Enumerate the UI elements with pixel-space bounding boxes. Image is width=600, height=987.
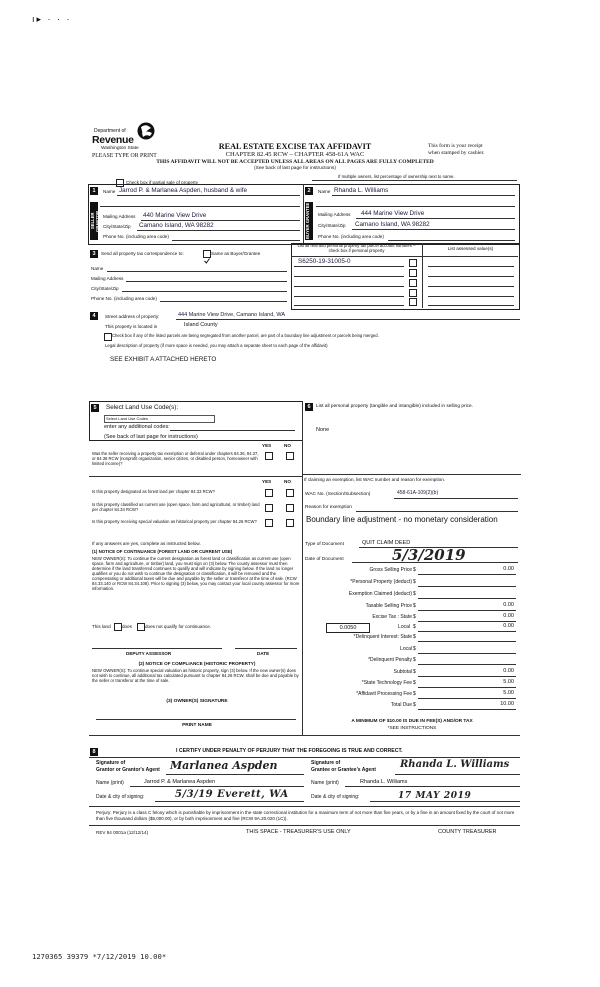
seller-mailing[interactable]: 440 Marine View Drive xyxy=(143,212,207,219)
please-type: PLEASE TYPE OR PRINT xyxy=(92,153,157,159)
buyer-name[interactable]: Rhanda L. Williams xyxy=(334,187,389,194)
excise-state-value[interactable]: 0.00 xyxy=(503,613,514,619)
receipt-note-2: when stamped by cashier. xyxy=(428,150,485,156)
section-6-marker: 6 xyxy=(305,403,313,411)
corr-name-label: Name xyxy=(91,266,104,271)
parcel-3-checkbox[interactable] xyxy=(409,279,417,287)
corr-city-label: City/State/Zip xyxy=(91,286,119,291)
seller-city[interactable]: Camano Island, WA 98282 xyxy=(139,222,214,229)
exemption-claimed-dollar: $ xyxy=(413,591,416,597)
land-use-see-back: (See back of last page for instructions) xyxy=(104,434,198,440)
subtotal-value[interactable]: 0.00 xyxy=(503,668,514,674)
minimum-due-note: A MINIMUM OF $10.00 IS DUE IN FEE(S) AND/OR TAX xyxy=(351,719,473,724)
yes-header-1: YES xyxy=(262,443,272,448)
land-does-checkbox[interactable] xyxy=(114,623,122,631)
seller-name[interactable]: Jarrod P. & Marlanea Aspden, husband & wife xyxy=(119,187,248,194)
doc-date-value[interactable]: 5/3/2019 xyxy=(392,546,466,564)
wac-value[interactable]: 458-61A-109(2)(b) xyxy=(397,490,439,496)
owner-signature-label: (3) OWNER(S) SIGNATURE xyxy=(166,699,228,704)
delinquent-penalty-label: *Delinquent Penalty xyxy=(368,657,412,663)
local-rate[interactable]: 0.0050 xyxy=(326,623,370,633)
doc-date-label: Date of Document xyxy=(305,557,344,562)
local-value[interactable]: 0.00 xyxy=(503,623,514,629)
buyer-phone-label: Phone No. (including area code) xyxy=(318,234,384,239)
q-exemption: Was the seller receiving a property tax exemption or deferral under chapters 84.36, 84.37, or 84.38 RCW (nonprofit organization, senior citizen, or disabled person, homeowner with limited income)? xyxy=(92,451,259,466)
delinquent-interest-label: *Delinquent Interest: State xyxy=(353,634,412,640)
notice-compliance-title: (2) NOTICE OF COMPLIANCE (HISTORIC PROPERTY) xyxy=(138,661,256,666)
seller-grantor-label: SELLER GRANTOR xyxy=(90,202,98,240)
receipt-note-1: This form is your receipt xyxy=(428,143,483,149)
parcel-2-checkbox[interactable] xyxy=(409,269,417,277)
land-use-dropdown[interactable]: Select Land Use Codes xyxy=(104,415,215,423)
excise-state-dollar: $ xyxy=(413,614,416,620)
dept-revenue: Revenue xyxy=(92,134,134,146)
seller-city-label: City/State/Zip xyxy=(103,224,131,229)
grantor-sig-label-2: Grantor or Grantor's Agent xyxy=(96,767,160,773)
segregated-label: Check box if any of the listed parcels are being segregated from another parcel, are part of a boundary line adjustment or parcels being merged. xyxy=(112,333,379,338)
land-use-title: Select Land Use Code(s): xyxy=(106,404,179,411)
treasurer-space: THIS SPACE - TREASURER'S USE ONLY xyxy=(246,829,351,835)
street-label: Street address of property: xyxy=(105,314,160,319)
land-does-not-label: does not qualify for continuance. xyxy=(145,624,212,629)
county-value[interactable]: Island County xyxy=(184,322,218,328)
reason-label: Reason for exemption xyxy=(305,505,352,510)
multiple-owners-note: If multiple owners, list percentage of ownership next to name. xyxy=(338,174,455,179)
buyer-mailing-label: Mailing Address xyxy=(318,212,351,217)
not-accepted-notice: THIS AFFIDAVIT WILL NOT BE ACCEPTED UNLESS ALL AREAS ON ALL PAGES ARE FULLY COMPLETED xyxy=(156,159,434,165)
taxable-dollar: $ xyxy=(413,603,416,609)
buyer-city-label: City/State/Zip xyxy=(318,223,346,228)
affidavit-fee-dollar: $ xyxy=(413,691,416,697)
buyer-city[interactable]: Camano Island, WA 98282 xyxy=(355,221,430,228)
street-value[interactable]: 444 Marine View Drive, Camano Island, WA xyxy=(178,312,285,318)
subtotal-dollar: $ xyxy=(413,669,416,675)
personal-property-label: List all personal property (tangible and intangible) included in selling price. xyxy=(316,404,474,409)
excise-state-label: Excise Tax : State xyxy=(372,614,412,620)
form-title: REAL ESTATE EXCISE TAX AFFIDAVIT xyxy=(218,142,372,151)
county-label: This property is located in xyxy=(105,324,158,329)
parcel-4-checkbox[interactable] xyxy=(409,289,417,297)
seller-mailing-label: Mailing Address xyxy=(103,214,136,219)
land-does-label: does xyxy=(122,624,132,629)
q-forest-no[interactable] xyxy=(286,489,294,497)
wac-label: WAC No. (Section/Subsection) xyxy=(305,492,371,497)
dept-of: Department of xyxy=(94,128,126,134)
grantee-name-label: Name (print) xyxy=(311,780,339,786)
q-exemption-no[interactable] xyxy=(286,452,294,460)
total-value[interactable]: 10.00 xyxy=(500,701,514,707)
exemption-claimed-label: Exemption Claimed (deduct) xyxy=(348,591,412,597)
grantee-sig-label-2: Grantee or Grantee's Agent xyxy=(311,767,376,773)
partial-sale-label: Check box if partial sale of property xyxy=(126,180,199,185)
total-label: Total Due xyxy=(390,702,412,708)
tech-fee-dollar: $ xyxy=(413,680,416,686)
notice-continuance-title: (1) NOTICE OF CONTINUANCE (FOREST LAND OR CURRENT USE) xyxy=(92,549,233,554)
this-land-label: This land xyxy=(92,624,111,629)
reason-value[interactable]: Boundary line adjustment - no monetary consideration xyxy=(306,515,498,524)
q-forest: Is this property designated as forest land per chapter 84.33 RCW? xyxy=(92,489,215,494)
legal-desc-value[interactable]: SEE EXHIBIT A ATTACHED HERETO xyxy=(110,356,217,363)
q-historic-yes[interactable] xyxy=(265,519,273,527)
corr-mailing-label: Mailing Address xyxy=(91,276,124,281)
parcel-1-checkbox[interactable] xyxy=(409,259,417,267)
buyer-name-label: Name xyxy=(318,189,331,194)
grantee-sig-label-1: Signature of xyxy=(311,760,341,766)
print-name-label: PRINT NAME xyxy=(182,723,212,728)
q-historic-no[interactable] xyxy=(286,519,294,527)
parcel-header: List all real and personal property tax parcel account numbers – check box if personal property xyxy=(297,243,416,253)
tech-fee-value[interactable]: 5.00 xyxy=(503,679,514,685)
taxable-value[interactable]: 0.00 xyxy=(503,602,514,608)
grantor-name-label: Name (print) xyxy=(96,780,124,786)
form-chapter: CHAPTER 82.45 RCW – CHAPTER 458-61A WAC xyxy=(225,151,365,158)
grantor-date-city[interactable]: 5/3/19 Everett, WA xyxy=(175,789,289,800)
exemption-intro: If claiming an exemption, list WAC number and reason for exemption. xyxy=(304,477,446,482)
parcel-1[interactable]: S6250-19-31005-0 xyxy=(298,258,351,265)
delinquent-penalty-dollar: $ xyxy=(413,657,416,663)
land-does-not-checkbox[interactable] xyxy=(137,623,145,631)
seller-name-label: Name xyxy=(103,189,116,194)
local-label: Local xyxy=(398,624,410,630)
same-as-buyer-label: Same as Buyer/Grantee xyxy=(211,251,261,256)
see-instructions-note: *SEE INSTRUCTIONS xyxy=(387,726,437,731)
gross-dollar: $ xyxy=(413,567,416,573)
if-yes-note: If any answers are yes, complete as instructed below. xyxy=(92,541,201,546)
personal-property-value[interactable]: None xyxy=(316,427,330,433)
notice-compliance-text: NEW OWNER(S): To continue special valuation as historic property, sign (3) below. If the new owner(s) does not wish to continue, all additional tax calculated pursuant to chapter 84.26 RCW, shall be due and payable by the seller or transferor at the time of sale. xyxy=(92,668,299,683)
grantor-date-label: Date & city of signing: xyxy=(96,794,145,800)
no-header-1: NO xyxy=(284,443,291,448)
correspondence-label: Send all property tax correspondence to: xyxy=(101,251,184,256)
parcel-5-checkbox[interactable] xyxy=(409,298,417,306)
grantee-print-name[interactable]: Rhanda L. Williams xyxy=(360,779,408,785)
q-current-use-no[interactable] xyxy=(286,504,294,512)
yes-header-2: YES xyxy=(262,479,272,484)
notice-continuance-text: NEW OWNER(S): To continue the current designation as forest land or classification as current use (open space, farm and agriculture, or timber) land, you must sign on (3) below. The county assessor must then determine if the land transferred continues to qualify and will indicate by signing below. If the land no longer qualifies or you do not wish to continue the designation or classification, it will be removed and the compensating or additional taxes will be due and payable by the seller or transferor at the time of sale. (RCW 84.33.140 or RCW 84.34.108). Prior to signing (3) below, you may contact your local county assessor for more information. xyxy=(92,556,300,591)
grantor-sig-label-1: Signature of xyxy=(96,760,126,766)
certify-text: I CERTIFY UNDER PENALTY OF PERJURY THAT THE FOREGOING IS TRUE AND CORRECT. xyxy=(176,748,403,754)
affidavit-fee-value[interactable]: 5.00 xyxy=(503,690,514,696)
personal-deduct-label: *Personal Property (deduct) xyxy=(350,579,412,585)
grantor-print-name[interactable]: Jarrod P. & Marlanea Aspden xyxy=(144,779,216,785)
grantor-signature[interactable]: Marlanea Aspden xyxy=(170,759,278,772)
section-8-marker: 8 xyxy=(90,748,98,756)
local-dollar: $ xyxy=(413,624,416,630)
additional-codes-label: enter any additional codes: xyxy=(104,424,170,430)
q-historic: Is this property receiving special valuation as historical property per chapter 84.26 RCW? xyxy=(92,519,257,524)
scan-marks: ı▸ · · · xyxy=(32,14,72,24)
form-revision: REV 84 0001a (12/12/14) xyxy=(96,830,149,835)
gross-label: Gross Selling Price xyxy=(369,567,412,573)
see-back-note: (See back of last page for instructions) xyxy=(254,166,336,171)
doc-type-label: Type of Document xyxy=(305,542,344,547)
deputy-assessor-label: DEPUTY ASSESSOR xyxy=(126,651,172,656)
gross-value[interactable]: 0.00 xyxy=(503,566,514,572)
q-current-use: Is this property classified as current use (open space, farm and agricultural, or timber) land per chapter 84.34 RCW? xyxy=(92,502,260,512)
q-exemption-yes[interactable] xyxy=(265,452,273,460)
buyer-grantee-label: BUYER GRANTEE xyxy=(305,202,313,240)
recording-stamp: 1270365 39379 *7/12/2019 10.00* xyxy=(32,952,167,961)
local2-label: Local xyxy=(400,646,412,652)
section-3-marker: 3 xyxy=(90,250,98,258)
section-5-marker: 5 xyxy=(91,404,99,412)
segregated-checkbox[interactable] xyxy=(104,333,112,341)
q-current-use-yes[interactable] xyxy=(265,504,273,512)
taxable-label: Taxable Selling Price xyxy=(365,603,412,609)
grantee-date-label: Date & city of signing: xyxy=(311,794,360,800)
grantee-signature[interactable]: Rhanda L. Williams xyxy=(400,759,510,770)
legal-desc-label: Legal description of property (if more space is needed, you may attach a separate sheet to each page of the affidavit) xyxy=(105,343,328,348)
same-as-buyer-checkbox[interactable] xyxy=(203,250,211,258)
check-icon xyxy=(204,258,210,264)
total-dollar: $ xyxy=(413,702,416,708)
affidavit-fee-label: *Affidavit Processing Fee xyxy=(356,691,412,697)
dept-state: Washington State xyxy=(101,146,139,151)
tech-fee-label: *State Technology Fee xyxy=(361,680,412,686)
assessor-date-label: DATE xyxy=(257,651,270,656)
buyer-mailing[interactable]: 444 Marine View Drive xyxy=(361,210,425,217)
personal-deduct-dollar: $ xyxy=(413,579,416,585)
grantee-date-city[interactable]: 17 MAY 2019 xyxy=(398,791,472,801)
perjury-notice: Perjury: Perjury is a class C felony which is punishable by imprisonment in the state correctional institution for a maximum term of not more than five years, or by a fine in an amount fixed by the court of not more than five thousand dollars ($5,000.00), or by both imprisonment and fine (RCW 9A.20.020 (1C)). xyxy=(96,810,515,821)
doc-type-value[interactable]: QUIT CLAIM DEED xyxy=(362,540,411,546)
section-4-marker: 4 xyxy=(90,312,98,320)
no-header-2: NO xyxy=(284,479,291,484)
seller-phone-label: Phone No. (including area code) xyxy=(103,234,169,239)
section-2-marker: 2 xyxy=(305,187,313,195)
subtotal-label: Subtotal xyxy=(393,669,412,675)
corr-phone-label: Phone No. (including area code) xyxy=(91,296,157,301)
county-treasurer: COUNTY TREASURER xyxy=(438,829,497,835)
delinquent-interest-dollar: $ xyxy=(413,634,416,640)
section-1-marker: 1 xyxy=(90,187,98,195)
local2-dollar: $ xyxy=(413,646,416,652)
q-forest-yes[interactable] xyxy=(265,489,273,497)
assessed-header: List assessed value(s) xyxy=(447,246,494,251)
